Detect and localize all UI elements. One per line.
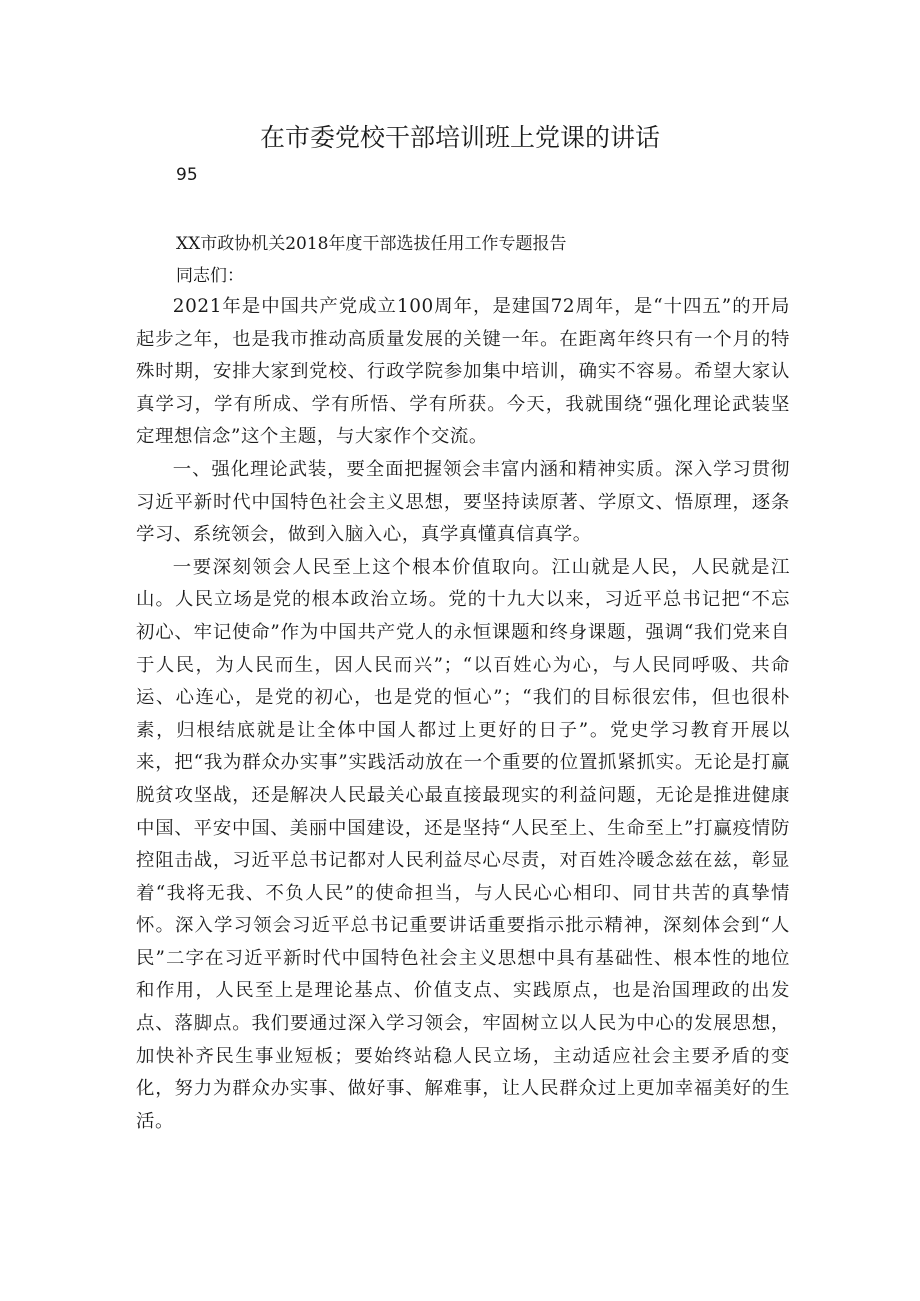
paragraph-section-one: 一、强化理论武装，要全面把握领会丰富内涵和精神实质。深入学习贯彻习近平新时代中国特色社会主义思想，要坚持读原著、学原文、悟原理，逐条学习、系统领会，做到入脑入心，真学真懂真信真学。	[136, 458, 790, 546]
document-subtitle: XX市政协机关2018年度干部选拔任用工作专题报告	[176, 234, 567, 254]
page-number: 95	[176, 165, 198, 185]
body-text	[136, 291, 790, 1138]
paragraph-people-first: 一要深刻领会人民至上这个根本价值取向。江山就是人民，人民就是江山。人民立场是党的根本政治立场。党的十九大以来，习近平总书记把“不忘初心、牢记使命”作为中国共产党人的永恒课题和终身课题，强调“我们党来自于人民，为人民而生，因人民而兴”；“以百姓心为心，与人民同呼吸、共命运、心连心，是党的初心，也是党的恒心”；“我们的目标很宏伟，但也很朴素，归根结底就是让全体中国人都过上更好的日子”。党史学习教育开展以来，把“我为群众办实事”实践活动放在一个重要的位置抓紧抓实。无论是打赢脱贫攻坚战，还是解决人民最关心最直接最现实的利益问题，无论是推进健康中国、平安中国、美丽中国建设，还是坚持“人民至上、生命至上”打赢疫情防控阻击战，习近平总书记都对人民利益尽心尽责，对百姓冷暖念兹在兹，彰显着“我将无我、不负人民”的使命担当，与人民心心相印、同甘共苦的真挚情怀。深入学习领会习近平总书记重要讲话重要指示批示精神，深刻体会到“人民”二字在习近平新时代中国特色社会主义思想中具有基础性、根本性的地位和作用，人民至上是理论基点、价值支点、实践原点，也是治国理政的出发点、落脚点。我们要通过深入学习领会，牢固树立以人民为中心的发展思想，加快补齐民生事业短板；要始终站稳人民立场，主动适应社会主要矛盾的变化，努力为群众办实事、做好事、解难事，让人民群众过上更加幸福美好的生活。	[136, 556, 790, 1132]
document-title: 在市委党校干部培训班上党课的讲话	[259, 123, 660, 152]
paragraph-intro: 2021年是中国共产党成立100周年，是建国72周年，是“十四五”的开局起步之年，也是我市推动高质量发展的关键一年。在距离年终只有一个月的特殊时期，安排大家到党校、行政学院参加集中培训，确实不容易。希望大家认真学习，学有所成、学有所悟、学有所获。今天，我就围绕“强化理论武装坚定理想信念”这个主题，与大家作个交流。	[136, 296, 790, 448]
salutation: 同志们：	[176, 266, 244, 286]
